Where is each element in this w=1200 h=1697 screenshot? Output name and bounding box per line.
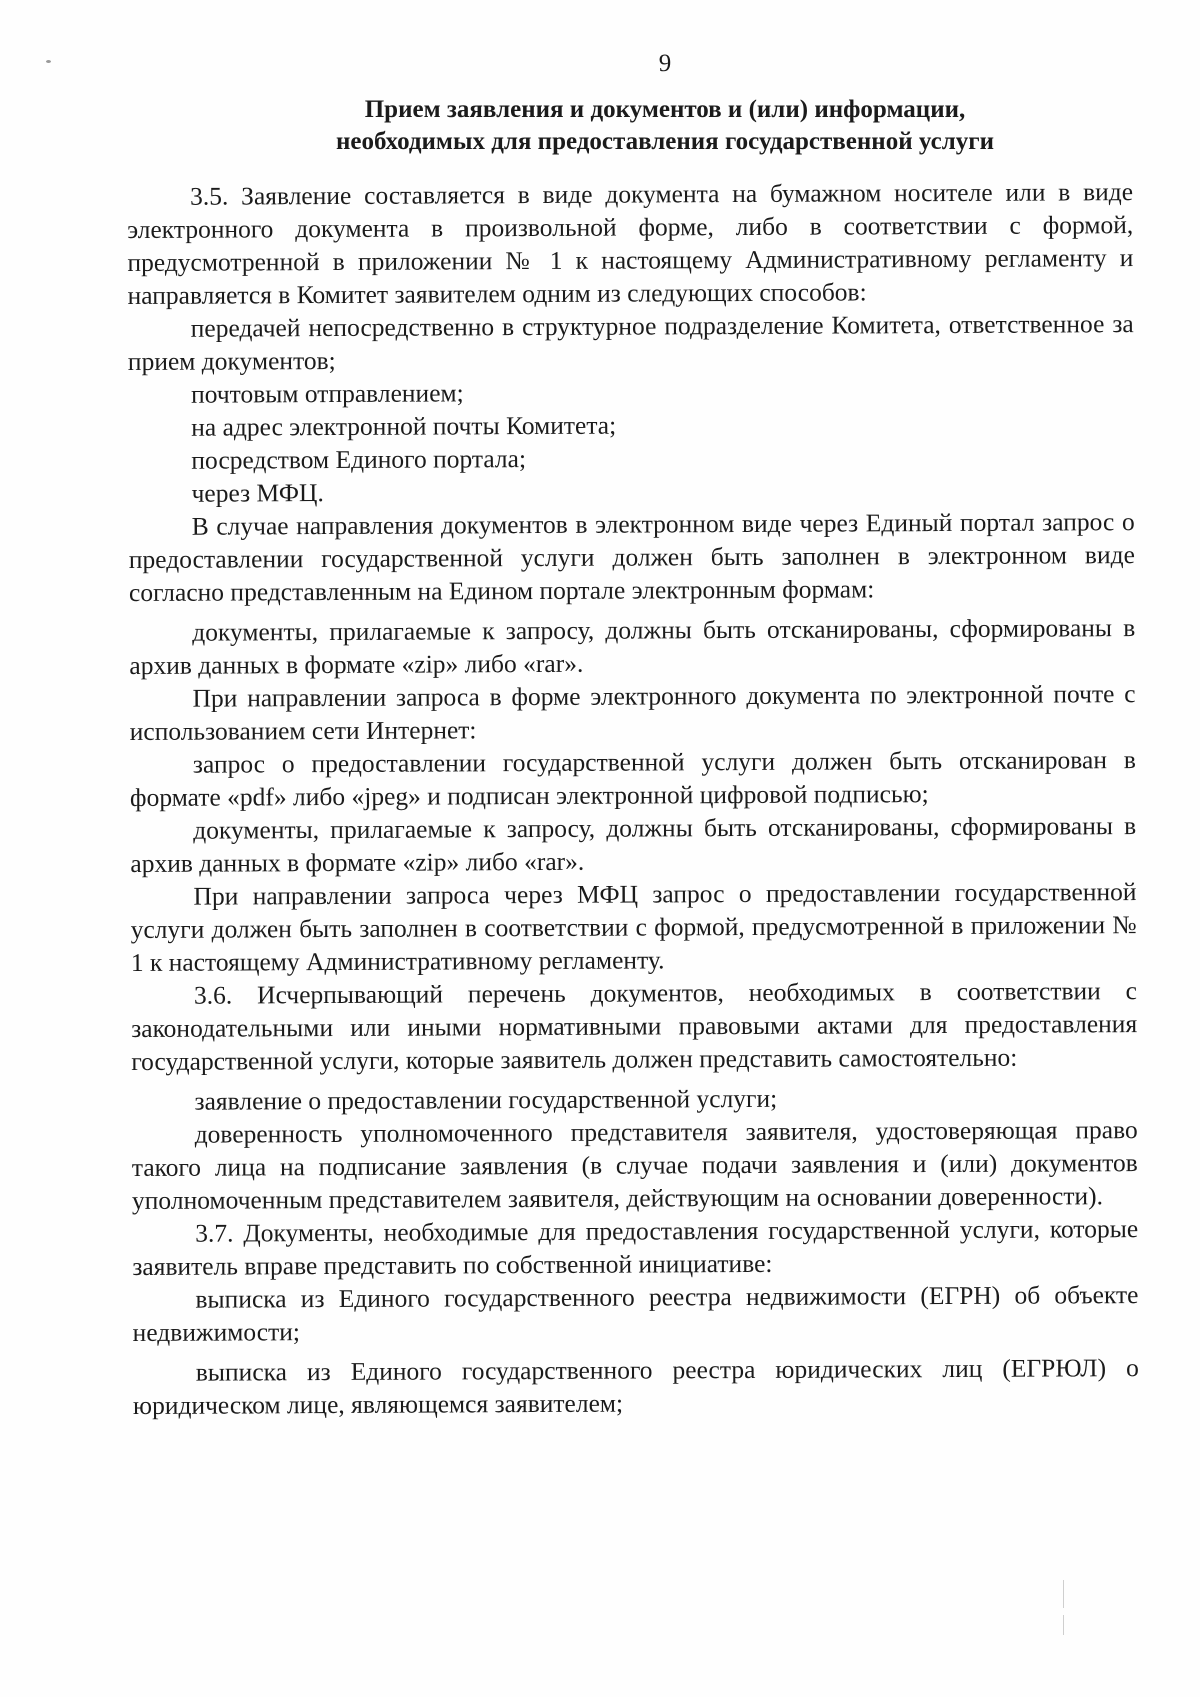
list-item: почтовым отправлением; <box>190 378 464 409</box>
scan-artifact <box>1063 1580 1064 1608</box>
list-item: документы, прилагаемые к запросу, должны быть отсканированы, сформированы в архив данных в формате «zip» либо «rar». <box>130 811 1137 878</box>
section-heading-line: необходимых для предоставления государственной услуги <box>336 128 994 155</box>
section-heading-line: Прием заявления и документов и (или) информации, <box>364 96 966 123</box>
list-item: через МФЦ. <box>191 478 324 508</box>
list-item: выписка из Единого государственного реестра юридических лиц (ЕГРЮЛ) о юридическом лице, являющемся заявителем; <box>132 1353 1139 1420</box>
list-item: посредством Единого портала; <box>191 444 527 475</box>
paragraph: При направлении запроса в форме электронного документа по электронной почте с использованием сети Интернет: <box>129 679 1136 746</box>
list-item: доверенность уполномоченного представителя заявителя, удостоверяющая право такого лица на подписание заявления (в случае подачи заявления и (или) документов уполномоченным представителем заявителя, действующим на основании доверенности). <box>131 1115 1138 1215</box>
list-item: передачей непосредственно в структурное подразделение Комитета, ответственное за прием документов; <box>127 309 1134 376</box>
paragraph: В случае направления документов в электронном виде через Единый портал запрос о предоставлении государственной услуги должен быть заполнен в электронном виде согласно представленным на Едином портале электронным формам: <box>128 507 1135 607</box>
paragraph: При направлении запроса через МФЦ запрос о предоставлении государственной услуги должен быть заполнен в соответствии с формой, предусмотренной в приложении № 1 к настоящему Административному регламенту. <box>130 877 1137 977</box>
list-item: выписка из Единого государственного реестра недвижимости (ЕГРН) об объекте недвижимости; <box>132 1280 1139 1347</box>
paragraph-3-6: 3.6. Исчерпывающий перечень документов, необходимых в соответствии с законодательными или иными нормативными правовыми актами для предоставления государственной услуги, которые заявитель должен представить самостоятельно: <box>131 976 1138 1076</box>
scan-artifact <box>1063 1615 1064 1635</box>
paragraph-3-5: 3.5. Заявление составляется в виде документа на бумажном носителе или в виде электронного документа в произвольной форме, либо в соответствии с формой, предусмотренной в приложении № 1 к настоящему Административному регламенту и направляется в Комитет заявителем одним из следующих способов: <box>127 177 1134 310</box>
list-item: заявление о предоставлении государственной услуги; <box>194 1083 778 1116</box>
page-number: 9 <box>658 50 672 77</box>
list-item: документы, прилагаемые к запросу, должны быть отсканированы, сформированы в архив данных в формате «zip» либо «rar». <box>129 613 1136 680</box>
list-item: запрос о предоставлении государственной услуги должен быть отсканирован в формате «pdf» либо «jpeg» и подписан электронной цифровой подписью; <box>129 745 1136 812</box>
paragraph-3-7: 3.7. Документы, необходимые для предоставления государственной услуги, которые заявитель вправе представить по собственной инициативе: <box>132 1214 1139 1281</box>
document-body <box>127 175 1139 1422</box>
list-item: на адрес электронной почты Комитета; <box>191 410 617 442</box>
section-heading <box>250 94 1080 158</box>
